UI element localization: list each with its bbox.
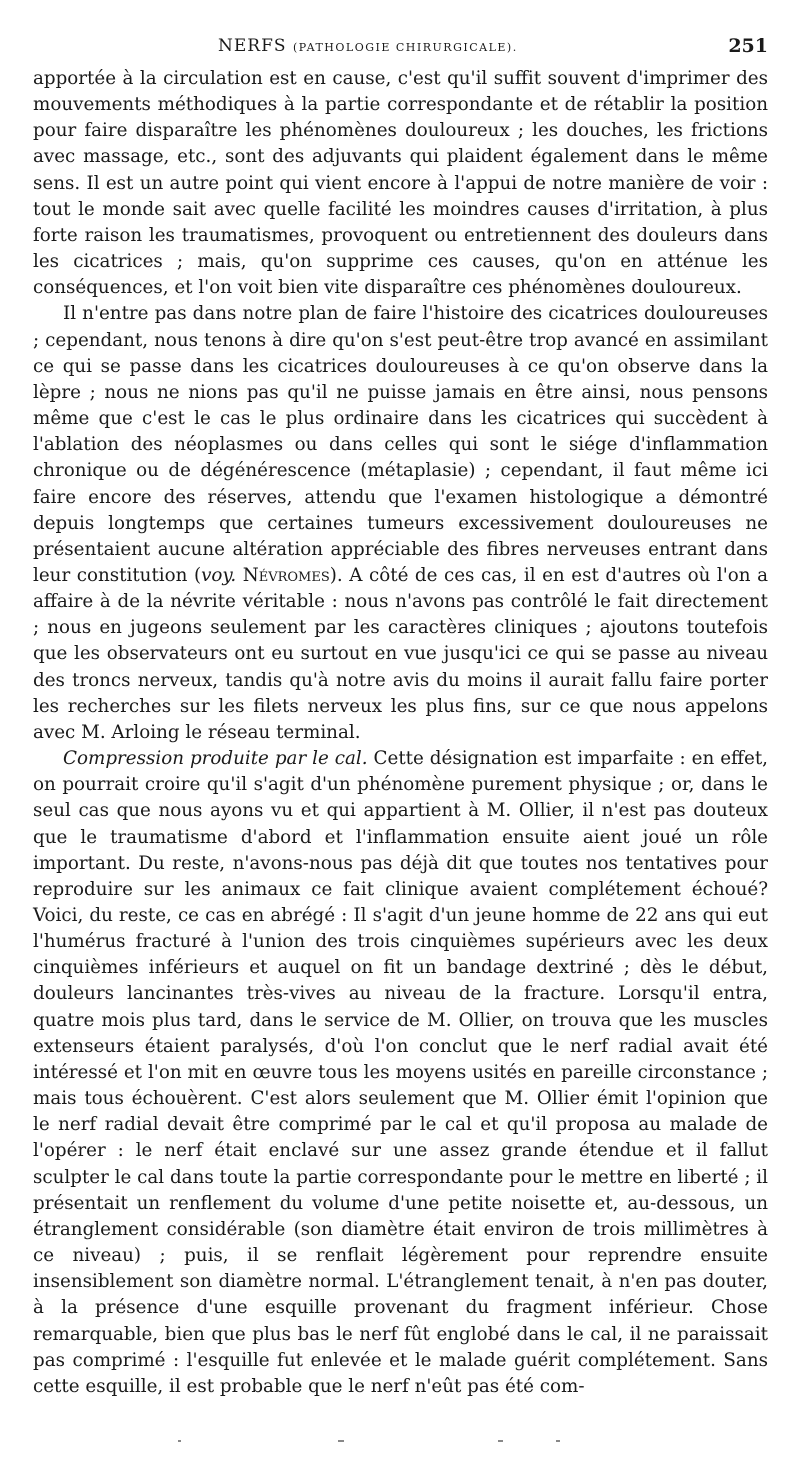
paragraph-compression (33, 746, 768, 1400)
running-title (218, 34, 518, 60)
paragraph-2-text-after-ref: ). A côté de ces cas, il en est d'autres où l'on a affaire à de la névrite véritable : nous n'avons pas contrôlé le fait directement ; nous en jugeons seulement par les caractères cliniques ; ajoutons toutefois que les observateurs ont eu surtout en vue jusqu'ici ce qui se passe au niveau des troncs nerveux, tandis qu'à notre avis du moins il aurait fallu faire porter les recherches sur les filets nerveux les plus fins, sur ce que nous appelons avec M. Arloing le réseau terminal. (33, 564, 769, 743)
print-mark (338, 1440, 344, 1442)
paragraph-2-cross-reference: Névromes (242, 564, 330, 586)
body-text (33, 66, 768, 1400)
section-heading-compression: Compression produite par le cal. (63, 748, 368, 770)
paragraph-continuation (33, 66, 768, 301)
print-mark (178, 1440, 181, 1442)
running-head (33, 34, 768, 58)
paragraph-2-voy: voy. (201, 564, 237, 586)
paragraph-2-text-before-ref: Il n'entre pas dans notre plan de faire l'histoire des cicatrices douloureuses ; cependant, nous tenons à dire qu'on s'est peut-être trop avancé en assimilant ce qui se passe dans les cicatrices douloureuses à ce qu'on observe dans la lèpre ; nous ne nions pas qu'il ne puisse jamais en être ainsi, nous pensons même que c'est le cas le plus ordinaire dans les cicatrices qui succèdent à l'ablation des néoplasmes ou dans celles qui sont le siége d'inflammation chronique ou de dégénérescence (métaplasie) ; cependant, il faut même ici faire encore des réserves, attendu que l'examen histologique a démontré depuis longtemps que certaines tumeurs excessivement douloureuses ne présentaient aucune altération appréciable des fibres nerveuses entrant dans leur constitution ( (33, 303, 768, 586)
paragraph-3-text: Cette désignation est imparfaite : en effet, on pourrait croire qu'il s'agit d'un phénomène purement physique ; or, dans le seul cas que nous ayons vu et qui appartient à M. Ollier, il n'est pas douteux que le traumatisme d'abord et l'inflammation ensuite aient joué un rôle important. Du reste, n'avons-nous pas déjà dit que toutes nos tentatives pour reproduire sur les animaux ce fait clinique avaient complétement échoué? Voici, du reste, ce cas en abrégé : Il s'agit d'un jeune homme de 22 ans qui eut l'humérus fracturé à l'union des trois cinquièmes supérieurs avec les deux cinquièmes inférieurs et auquel on fit un bandage dextriné ; dès le début, douleurs lancinantes très-vives au niveau de la fracture. Lorsqu'il entra, quatre mois plus tard, dans le service de M. Ollier, on trouva que les muscles extenseurs étaient paralysés, d'où l'on conclut que le nerf radial avait été intéressé et l'on mit en œuvre tous les moyens usités en pareille circonstance ; mais tous échouèrent. C'est alors seulement que M. Ollier émit l'opinion que le nerf radial devait être comprimé par le cal et qu'il proposa au malade de l'opérer : le nerf était enclavé sur une assez grande étendue et il fallut sculpter le cal dans toute la partie correspondante pour le mettre en liberté ; il présentait un renflement du volume d'une petite noisette et, au-dessous, un étranglement considérable (son diamètre était environ de trois millimètres à ce niveau) ; puis, il se renflait légèrement pour reprendre ensuite insensiblement son diamètre normal. L'étranglement tenait, à n'en pas douter, à la présence d'une esquille provenant du fragment inférieur. Chose remarquable, bien que plus bas le nerf fût englobé dans le cal, il ne paraissait pas comprimé : l'esquille fut enlevée et le malade guérit complétement. Sans cette esquille, il est probable que le nerf n'eût pas été com- (33, 748, 768, 1397)
paragraph-1-text: apportée à la circulation est en cause, c'est qu'il suffit souvent d'imprimer des mouvements méthodiques à la partie correspondante et de rétablir la position pour faire disparaître les phénomènes douloureux ; les douches, les frictions avec massage, etc., sont des adjuvants qui plaident également dans le même sens. Il est un autre point qui vient encore à l'appui de notre manière de voir : tout le monde sait avec quelle facilité les moindres causes d'irritation, à plus forte raison les traumatismes, provoquent ou entretiennent des douleurs dans les cicatrices ; mais, qu'on supprime ces causes, qu'on en atténue les conséquences, et l'on voit bien vite disparaître ces phénomènes douloureux. (33, 68, 768, 299)
paragraph-cicatrices (33, 301, 768, 746)
running-title-subtitle: (PATHOLOGIE CHIRURGICALE). (292, 41, 518, 54)
print-mark (498, 1440, 503, 1442)
footer-print-marks (0, 1440, 800, 1450)
running-title-main: NERFS (218, 36, 287, 56)
page-number: 251 (728, 35, 768, 57)
print-mark (556, 1440, 560, 1442)
